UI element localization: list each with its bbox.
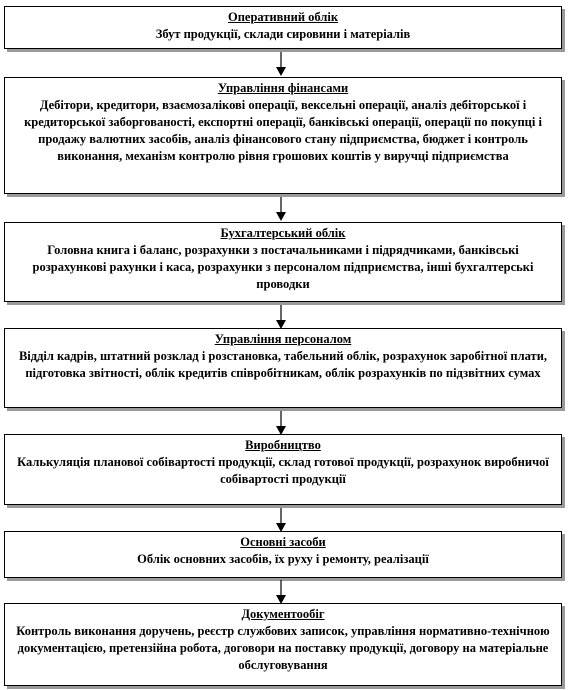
block-fixed-assets <box>4 531 562 578</box>
block-description: Контроль виконання доручень, реєстр службових записок, управління нормативно-технічною документацією, претензійна робота, договори на поставку продукції, договору на матеріальне обслуговування <box>16 624 550 672</box>
arrow-down-icon <box>275 580 287 604</box>
arrow-down-icon <box>275 508 287 532</box>
block-title: Виробництво <box>245 438 321 452</box>
block-description: Калькуляція планової собівартості продукції, склад готової продукції, розрахунок виробничої собівартості продукції <box>17 455 549 486</box>
block-personnel-management <box>4 328 562 408</box>
arrow-down-icon <box>275 305 287 329</box>
block-title: Основні засоби <box>240 535 326 549</box>
block-operational-accounting <box>4 6 562 49</box>
block-document-flow <box>4 603 562 686</box>
arrow-down-icon <box>275 52 287 76</box>
block-description: Головна книга і баланс, розрахунки з постачальниками і підрядчиками, банківські розрахункові рахунки і каса, розрахунки з персоналом підприємства, інші бухгалтерські проводки <box>32 243 534 291</box>
block-description: Збут продукції, склади сировини і матеріалів <box>155 27 411 41</box>
block-bookkeeping <box>4 222 562 302</box>
arrow-down-icon <box>275 411 287 435</box>
block-finance-management <box>4 77 562 194</box>
block-description: Відділ кадрів, штатний розклад і розстановка, табельний облік, розрахунок заробітної плати, підготовка звітності, облік кредитів співробітникам, облік розрахунків по підзвітних сумах <box>18 349 548 380</box>
block-title: Оперативний облік <box>227 10 339 24</box>
block-title: Управління фінансами <box>217 81 349 95</box>
block-title: Документообіг <box>241 607 325 621</box>
block-description: Облік основних засобів, їх руху і ремонту, реалізації <box>137 552 429 566</box>
block-title: Бухгалтерський облік <box>220 226 346 240</box>
block-production <box>4 434 562 505</box>
block-title: Управління персоналом <box>214 332 352 346</box>
arrow-down-icon <box>275 197 287 221</box>
block-description: Дебітори, кредитори, взаємозаліковi операції, вексельні операції, аналіз дебіторської і кредиторської заборгованості, експортні операції, банківські операції, операції по покупці і продажу валютних засобів, аналіз фінансового стану підприємства, бюджет і контроль виконання, механізм контролю рівня грошових коштів у виручці підприємства <box>24 98 542 163</box>
